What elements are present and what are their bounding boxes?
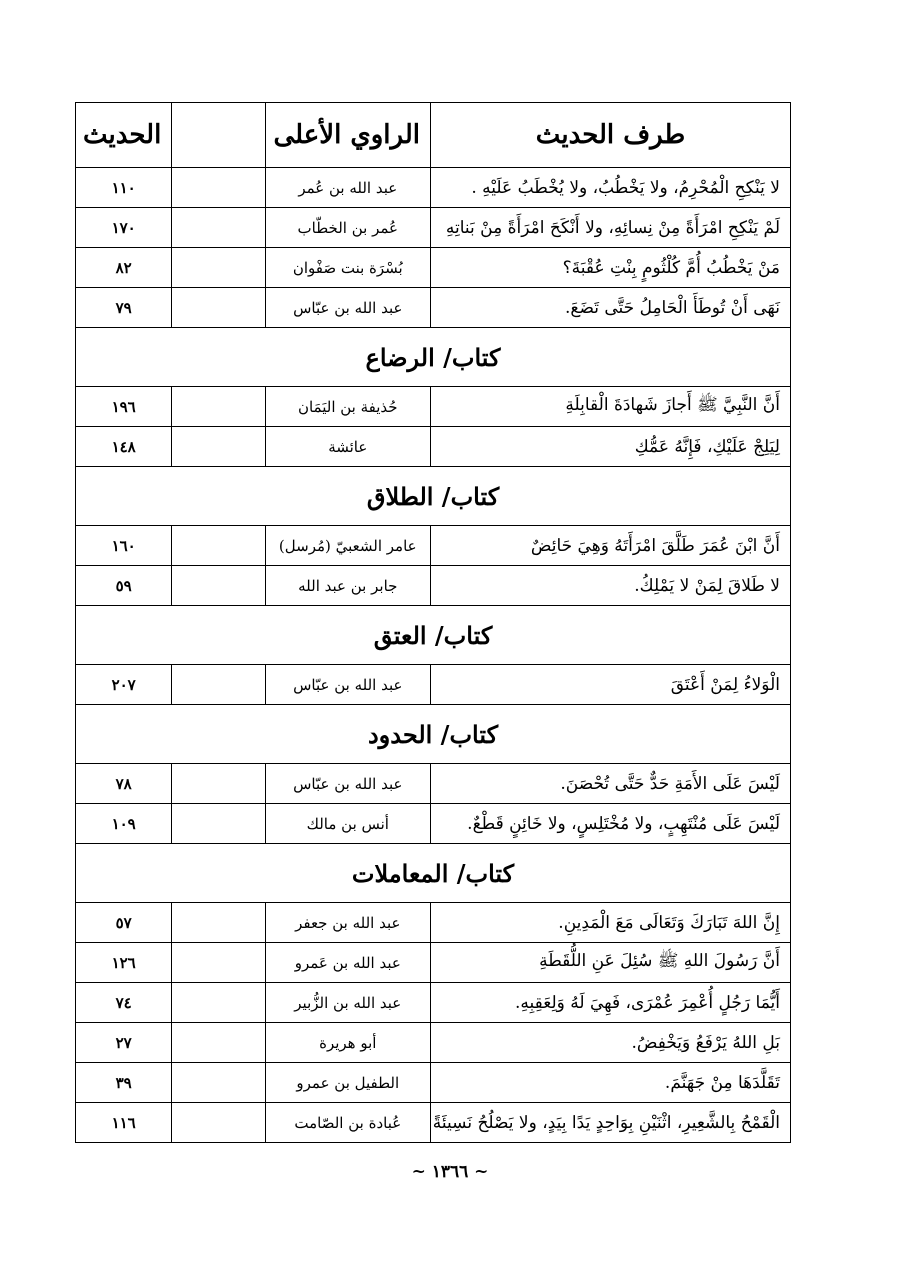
narrator-cell: عبد الله بن عبّاس	[265, 764, 430, 804]
hadith-fragment-cell: أَيُّمَا رَجُلٍ أُعْمِرَ عُمْرَى، فَهِيَ لَهُ وَلِعَقِبِهِ.	[431, 983, 791, 1023]
hadith-fragment-cell: الْوَلاءُ لِمَنْ أَعْتَقَ	[431, 665, 791, 705]
table-row	[76, 943, 791, 983]
table-header-row	[76, 103, 791, 168]
section-heading-row	[76, 467, 791, 526]
hadith-fragment-cell: إِنَّ اللهَ تَبَارَكَ وَتَعَالَى مَعَ الْمَدِينِ.	[431, 903, 791, 943]
empty-cell	[172, 903, 265, 943]
empty-cell	[172, 764, 265, 804]
empty-cell	[172, 248, 265, 288]
hadith-number-cell: ١٧٠	[76, 208, 172, 248]
narrator-cell: أبو هريرة	[265, 1023, 430, 1063]
hadith-fragment-cell: لَيْسَ عَلَى الأَمَةِ حَدٌّ حَتَّى تُحْصَنَ.	[431, 764, 791, 804]
hadith-number-cell: ١٢٦	[76, 943, 172, 983]
hadith-fragment-cell: نَهَى أَنْ تُوطَأَ الْحَامِلُ حَتَّى تَضَعَ.	[431, 288, 791, 328]
hadith-number-cell: ١٤٨	[76, 427, 172, 467]
empty-cell	[172, 288, 265, 328]
hadith-number-cell: ٣٩	[76, 1063, 172, 1103]
hadith-number-cell: ١٦٠	[76, 526, 172, 566]
empty-cell	[172, 526, 265, 566]
hadith-fragment-cell: لا يَنْكِحِ الْمُحْرِمُ، ولا يَخْطُبُ، ولا يُخْطَبُ عَلَيْهِ .	[431, 168, 791, 208]
table-row	[76, 427, 791, 467]
narrator-cell: عبد الله بن عبّاس	[265, 288, 430, 328]
empty-cell	[172, 1103, 265, 1143]
hadith-index-table	[75, 102, 791, 1143]
header-top-narrator: الراوي الأعلى	[265, 103, 430, 168]
narrator-cell: عبد الله بن عُمر	[265, 168, 430, 208]
table-row	[76, 288, 791, 328]
header-hadith-number: الحديث	[76, 103, 172, 168]
hadith-fragment-cell: مَنْ يَخْطُبُ أُمَّ كُلْثُومٍ بِنْتِ عُقْبَةَ؟	[431, 248, 791, 288]
section-title: كتاب/ العتق	[76, 606, 791, 665]
table-row	[76, 804, 791, 844]
narrator-cell: عامر الشعبيّ (مُرسل)	[265, 526, 430, 566]
hadith-fragment-cell: الْقَمْحُ بِالشَّعِيرِ، اثْنَيْنِ بِوَاحِدٍ يَدًا بِيَدٍ، ولا يَصْلُحُ نَسِيئَةً	[431, 1103, 791, 1143]
section-title: كتاب/ الرضاع	[76, 328, 791, 387]
section-heading-row	[76, 844, 791, 903]
hadith-fragment-cell: لِيَلِجْ عَلَيْكِ، فَإِنَّهُ عَمُّكِ	[431, 427, 791, 467]
hadith-fragment-cell: أَنَّ النَّبِيَّ ﷺ أَجازَ شَهادَةَ الْقابِلَةِ	[431, 387, 791, 427]
narrator-cell: جابر بن عبد الله	[265, 566, 430, 606]
empty-cell	[172, 983, 265, 1023]
empty-cell	[172, 566, 265, 606]
header-empty-column	[172, 103, 265, 168]
hadith-number-cell: ١٩٦	[76, 387, 172, 427]
section-heading-row	[76, 705, 791, 764]
hadith-fragment-cell: تَقَلَّدَهَا مِنْ جَهَنَّمَ.	[431, 1063, 791, 1103]
hadith-number-cell: ٢٠٧	[76, 665, 172, 705]
hadith-fragment-cell: بَلِ اللهُ يَرْفَعُ وَيَخْفِضُ.	[431, 1023, 791, 1063]
table-row	[76, 665, 791, 705]
section-title: كتاب/ الحدود	[76, 705, 791, 764]
table-body	[76, 168, 791, 1143]
header-hadith-fragment: طرف الحديث	[431, 103, 791, 168]
hadith-number-cell: ٧٩	[76, 288, 172, 328]
empty-cell	[172, 943, 265, 983]
narrator-cell: الطفيل بن عمرو	[265, 1063, 430, 1103]
table-row	[76, 1103, 791, 1143]
empty-cell	[172, 665, 265, 705]
hadith-fragment-cell: أَنَّ ابْنَ عُمَرَ طَلَّقَ امْرَأَتَهُ وَهِيَ حَائِضٌ	[431, 526, 791, 566]
hadith-number-cell: ١٠٩	[76, 804, 172, 844]
narrator-cell: بُسْرَة بنت صَفْوان	[265, 248, 430, 288]
narrator-cell: عُبادة بن الصّامت	[265, 1103, 430, 1143]
table-row	[76, 248, 791, 288]
empty-cell	[172, 804, 265, 844]
narrator-cell: حُذيفة بن اليَمَان	[265, 387, 430, 427]
table-row	[76, 387, 791, 427]
hadith-number-cell: ٥٩	[76, 566, 172, 606]
hadith-fragment-cell: لَيْسَ عَلَى مُنْتَهِبٍ، ولا مُخْتَلِسٍ، ولا خَائِنٍ قَطْعٌ.	[431, 804, 791, 844]
table-row	[76, 764, 791, 804]
hadith-number-cell: ٥٧	[76, 903, 172, 943]
narrator-cell: عبد الله بن الزُّبير	[265, 983, 430, 1023]
empty-cell	[172, 1063, 265, 1103]
table-row	[76, 983, 791, 1023]
hadith-number-cell: ١١٦	[76, 1103, 172, 1143]
narrator-cell: عُمر بن الخطّاب	[265, 208, 430, 248]
section-title: كتاب/ الطلاق	[76, 467, 791, 526]
empty-cell	[172, 387, 265, 427]
section-heading-row	[76, 606, 791, 665]
hadith-number-cell: ٧٤	[76, 983, 172, 1023]
empty-cell	[172, 427, 265, 467]
narrator-cell: عبد الله بن عَمرو	[265, 943, 430, 983]
table-row	[76, 208, 791, 248]
hadith-fragment-cell: لَمْ يَنْكِحِ امْرَأَةً مِنْ نِسائِهِ، ولا أَنْكَحَ امْرَأَةً مِنْ بَناتِهِ	[431, 208, 791, 248]
hadith-number-cell: ١١٠	[76, 168, 172, 208]
hadith-number-cell: ٢٧	[76, 1023, 172, 1063]
narrator-cell: عبد الله بن عبّاس	[265, 665, 430, 705]
hadith-number-cell: ٨٢	[76, 248, 172, 288]
table-row	[76, 168, 791, 208]
hadith-number-cell: ٧٨	[76, 764, 172, 804]
hadith-fragment-cell: لا طَلاقَ لِمَنْ لا يَمْلِكُ.	[431, 566, 791, 606]
table-row	[76, 526, 791, 566]
table-row	[76, 1023, 791, 1063]
table-row	[76, 566, 791, 606]
narrator-cell: عبد الله بن جعفر	[265, 903, 430, 943]
empty-cell	[172, 208, 265, 248]
narrator-cell: عائشة	[265, 427, 430, 467]
narrator-cell: أنس بن مالك	[265, 804, 430, 844]
table-row	[76, 1063, 791, 1103]
empty-cell	[172, 168, 265, 208]
section-heading-row	[76, 328, 791, 387]
hadith-fragment-cell: أَنَّ رَسُولَ اللهِ ﷺ سُئِلَ عَنِ اللُّقَطَةِ	[431, 943, 791, 983]
section-title: كتاب/ المعاملات	[76, 844, 791, 903]
page-number: ~ ١٣٦٦ ~	[411, 1162, 489, 1182]
empty-cell	[172, 1023, 265, 1063]
table-row	[76, 903, 791, 943]
